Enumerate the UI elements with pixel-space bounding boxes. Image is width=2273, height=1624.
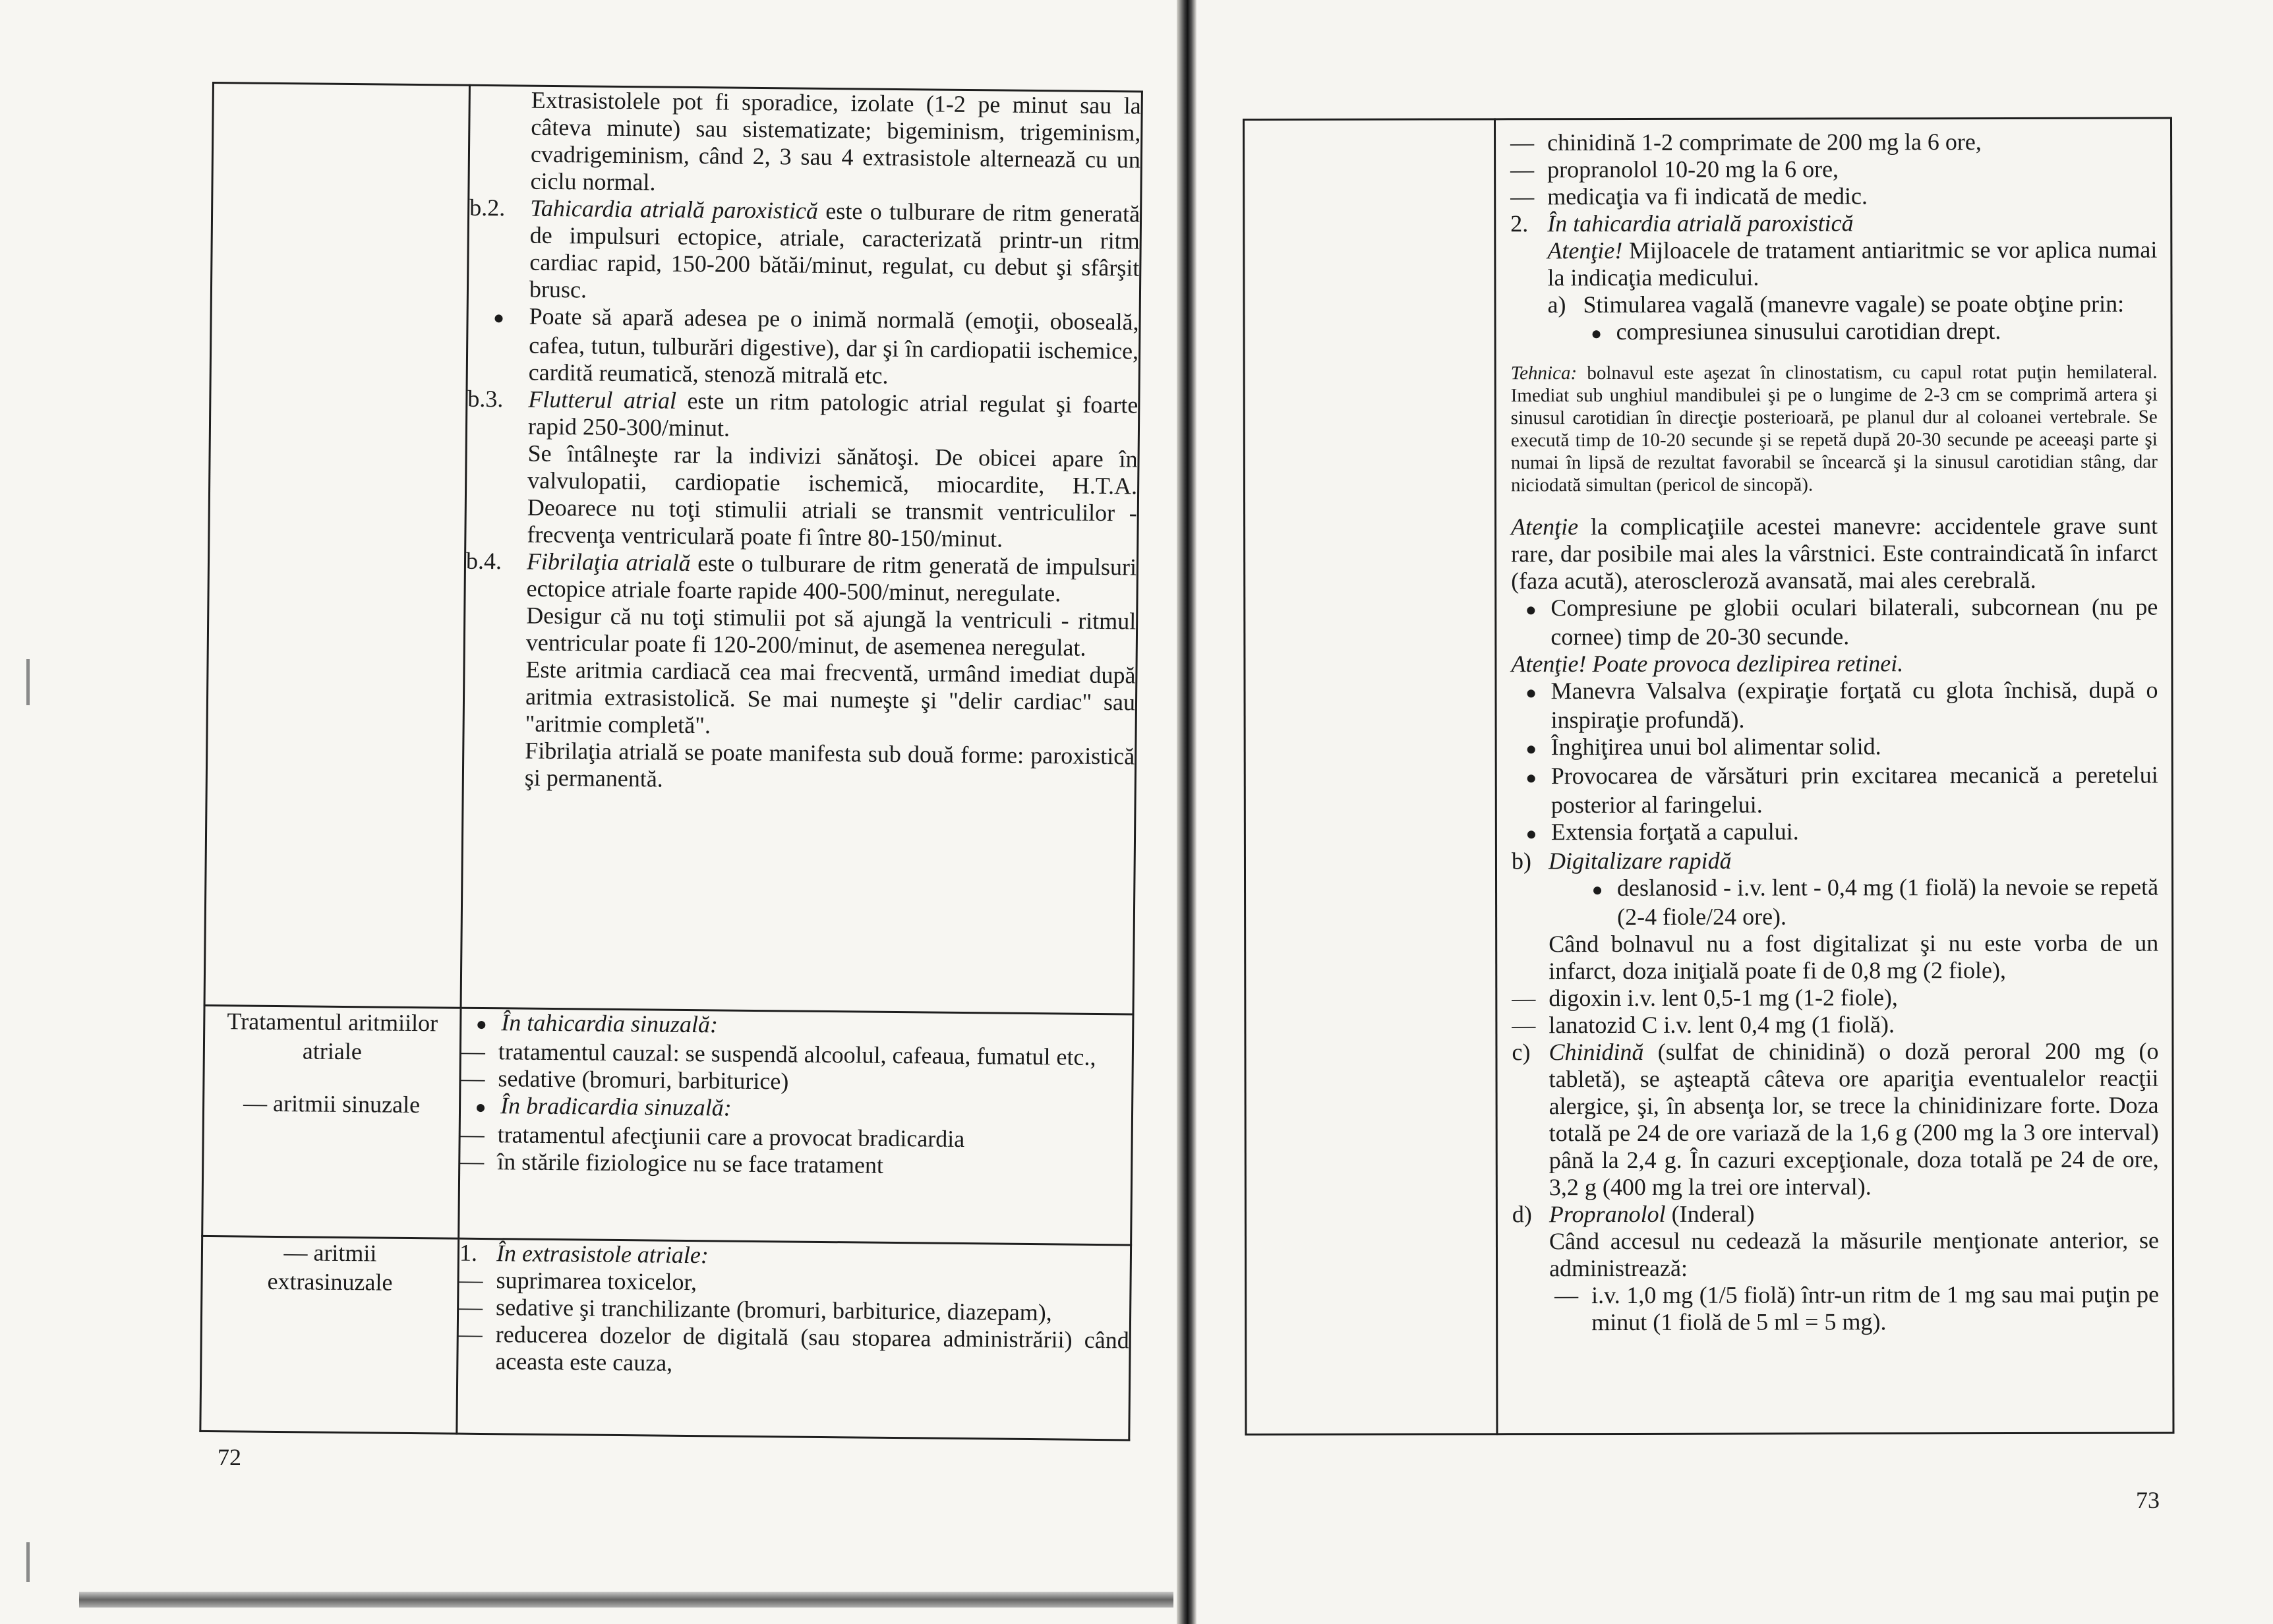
bullet-icon	[1577, 318, 1616, 347]
scan-shadow	[79, 1592, 1173, 1608]
dash-marker: —	[1554, 1282, 1579, 1309]
paragraph	[469, 86, 1141, 201]
table-row	[1244, 118, 2173, 1434]
list-item	[1512, 1038, 2158, 1202]
row-label-sinus: — aritmii sinuzale	[243, 1089, 421, 1118]
table-row	[200, 1236, 1131, 1440]
right-table	[1243, 117, 2174, 1436]
bullet-icon	[1578, 875, 1617, 904]
item-text: Extensia forţată a capului.	[1550, 818, 1799, 846]
paragraph-label	[465, 677, 525, 678]
paragraph-label	[464, 758, 525, 759]
list-item	[1510, 183, 2157, 211]
list-item	[1510, 156, 2157, 184]
term: Atenţie!	[1547, 237, 1623, 264]
dash-marker: —	[1510, 183, 1535, 210]
term: În tahicardia atrială paroxistică	[1547, 210, 1854, 237]
paragraph	[1512, 930, 2158, 985]
paragraph	[1510, 237, 2157, 292]
dash-marker: —	[460, 1147, 485, 1175]
item-text: în stările fiziologice nu se face tratament	[497, 1148, 884, 1178]
book-spine	[1177, 0, 1196, 1624]
empty-label-cell	[1244, 119, 1497, 1435]
list-item	[1512, 733, 2158, 763]
term: Flutterul atrial	[528, 386, 677, 414]
item-text: propranolol 10-20 mg la 6 ore,	[1547, 156, 1839, 183]
paragraph-text: Desigur că nu toţi stimulii pot să ajungă la ventriculi - ritmul ventricular poate fi 120-200/minut, de asemenea neregulat.	[525, 602, 1136, 661]
list-item	[458, 1321, 1129, 1381]
row-label-treatment: Tratamentul aritmiilor atriale	[227, 1008, 438, 1065]
item-text: Provocarea de vărsături prin excitarea mecanică a peretelui posterior al faringelui.	[1550, 761, 2158, 819]
technique-note	[1511, 361, 2158, 497]
term: În bradicardia sinuzală:	[500, 1092, 732, 1121]
item-text: (sulfat de chinidină) o doză peroral 200 mg (o tabletă), se aşteaptă câteva ore apariţia eventualelor reacţii alergice, şi, în absenţa lor, se trece la chinidinizare forte. Doza totală pe 24 de ore variază de la 1,6 g (200 mg la 3 ore interval) până la 2,4 g. În cazuri excepţionale, doza totală pe 24 de ore, 3,2 g (400 mg la trei ore interval).	[1549, 1037, 2159, 1201]
item-text: la complicaţiile acestei manevre: accidentele grave sunt rare, dar posibile mai ales la vârstnici. Este contraindicată în infarct (faza acută), ateroscleroză avansată, mai ales cerebrală.	[1511, 512, 2158, 594]
list-item	[1512, 1281, 2159, 1337]
item-number: d)	[1512, 1201, 1532, 1228]
left-table	[199, 82, 1143, 1441]
dash-marker: —	[1512, 985, 1536, 1012]
term: Tahicardia atrială paroxistică	[529, 194, 819, 224]
scan-edge-mark	[26, 1542, 30, 1582]
paragraph	[469, 194, 1140, 309]
bullet-icon	[468, 303, 529, 332]
dash-marker: —	[461, 1064, 485, 1092]
scan-edge-mark	[26, 659, 30, 705]
page-number-right: 73	[2136, 1487, 2160, 1513]
item-number: a)	[1547, 291, 1566, 318]
item-text: sedative (bromuri, barbiturice)	[498, 1065, 789, 1095]
list-item	[1511, 594, 2158, 651]
paragraph	[466, 440, 1138, 554]
dash-marker: —	[459, 1266, 483, 1294]
term: Chinidină	[1549, 1038, 1644, 1066]
dash-marker: —	[1510, 156, 1535, 183]
paragraph	[464, 737, 1135, 798]
paragraph	[465, 602, 1136, 662]
term: Digitalizare rapidă	[1548, 847, 1732, 875]
item-text: Înghiţirea unui bol alimentar solid.	[1550, 733, 1881, 761]
item-text: i.v. 1,0 mg (1/5 fiolă) într-un ritm de 1 mg sau mai puţin pe minut (1 fiolă de 5 ml = 5 mg).	[1591, 1281, 2160, 1336]
treatment-cell	[459, 1008, 1133, 1245]
item-text: compresiunea sinusului carotidian drept.	[1616, 317, 2001, 345]
paragraph	[467, 386, 1138, 446]
list-item	[1511, 318, 2158, 348]
technique-text: bolnavul este aşezat în clinostatism, cu capul rotat puţin hemilateral. Imediat sub unghiul mandibulei şi pe o lungime de 2-3 cm se comprimă artera şi sinusul carotidian în direcţie posterioară, pe planul dur al coloanei vertebrale. Se execută timp de 10-20 secunde şi se repetă după 20-30 secunde pe aceeaşi parte şi numai în lipsă de rezultat favorabil se încearcă şi la sinusul carotidian stâng, dar niciodată simultan (pericol de sincopă).	[1510, 361, 2158, 496]
item-number: 1.	[459, 1239, 478, 1266]
paragraph-text: Extrasistolele pot fi sporadice, izolate (1-2 pe minut sau la câteva minute) sau sistematizate; bigeminism, trigeminism, cvadrigeminism, când 2, 3 sau 4 extrasistole alternează cu un ciclu normal.	[530, 86, 1141, 196]
item-text: sedative şi tranchilizante (bromuri, barbiturice, diazepam),	[495, 1294, 1052, 1326]
term: Propranolol	[1549, 1200, 1666, 1228]
item-text: lanatozid C i.v. lent 0,4 mg (1 fiolă).	[1549, 1011, 1895, 1039]
term: Atenţie! Poate provoca dezlipirea retinei.	[1511, 650, 1904, 678]
paragraph-text: este o tulburare de ritm generată de impulsuri ectopice, atriale, caracterizată printr-un ritm cardiac rapid, 150-200 bătăi/minut, regulat, cu debut şi sfârşit brusc.	[529, 197, 1140, 303]
item-text: tratamentul afecţiunii care a provocat bradicardia	[497, 1121, 965, 1153]
paragraph-text: Este aritmia cardiacă cea mai frecventă, urmând imediat după aritmia extrasistolică. Se mai numeşte şi "delir cardiac" sau "aritmie completă".	[525, 656, 1136, 739]
term: Fibrilaţia atrială	[526, 548, 691, 576]
item-text: reducerea dozelor de digitală (sau stoparea administrării) când aceasta este cauza,	[495, 1321, 1129, 1376]
bullet-icon	[1511, 678, 1550, 707]
item-text: Manevra Valsalva (expiraţie forţată cu glota închisă, după o inspiraţie profundă).	[1550, 676, 2158, 734]
term: Atenţie	[1511, 513, 1579, 540]
item-text: Când accesul nu cedează la măsurile menţionate anterior, se administrează:	[1549, 1227, 2160, 1282]
bullet-icon	[1512, 734, 1551, 763]
technique-label: Tehnica:	[1510, 362, 1578, 384]
list-item	[1512, 1011, 2158, 1039]
empty-label-cell	[204, 83, 469, 1008]
description-cell	[461, 85, 1142, 1014]
paragraph-label	[465, 623, 526, 624]
row-label-cell	[200, 1236, 459, 1434]
item-text: medicaţia va fi indicată de medic.	[1547, 183, 1868, 210]
paragraph-label: b.3.	[467, 385, 504, 413]
item-text: Stimularea vagală (manevre vagale) se poate obţine prin:	[1583, 290, 2125, 318]
item-number: c)	[1512, 1039, 1531, 1066]
item-text: chinidină 1-2 comprimate de 200 mg la 6 ore,	[1547, 129, 1982, 156]
row-label-extrasinus: — aritmii extrasinuzale	[267, 1239, 393, 1296]
item-number: b)	[1511, 848, 1532, 875]
bullet-icon	[461, 1009, 501, 1039]
paragraph-label	[471, 107, 531, 108]
item-text: digoxin i.v. lent 0,5-1 mg (1-2 fiole),	[1549, 984, 1898, 1012]
paragraph	[468, 303, 1139, 392]
treatment-cell	[1495, 118, 2173, 1434]
table-row	[202, 1005, 1133, 1245]
dash-marker: —	[1510, 129, 1535, 156]
bullet-icon	[461, 1092, 500, 1122]
item-text: tratamentul cauzal: se suspendă alcoolul, cafeaua, fumatul etc.,	[498, 1038, 1096, 1070]
list-item	[1512, 847, 2158, 875]
list-item	[1512, 1200, 2159, 1229]
dash-marker: —	[458, 1293, 483, 1321]
list-item	[1512, 818, 2158, 848]
paragraph-text: Se întâlneşte rar la indivizi sănătoşi. De obicei apare în valvulopatii, cardiopatie ischemică, miocardite, H.T.A. Deoarece nu toţi stimulii atriali se transmit ventriculilor - frecvenţa ventriculară poate fi între 80-150/minut.	[527, 440, 1138, 552]
paragraph	[1511, 650, 2158, 678]
list-item	[1510, 210, 2157, 238]
table-row	[204, 83, 1142, 1014]
list-item	[1511, 677, 2158, 734]
item-text: Compresiune pe globii oculari bilaterali, subcornean (nu pe cornee) timp de 20-30 secunde.	[1550, 593, 2158, 651]
list-item	[1512, 874, 2158, 931]
paragraph	[1512, 1227, 2159, 1283]
item-text: suprimarea toxicelor,	[496, 1267, 697, 1296]
bullet-icon	[1511, 594, 1550, 624]
item-text: Mijloacele de tratament antiaritmic se vor aplica numai la indicaţia medicului.	[1547, 236, 2158, 291]
list-item	[1510, 291, 2157, 319]
page-number-left: 72	[218, 1444, 241, 1470]
bullet-icon	[1512, 763, 1551, 792]
paragraph-text: Fibrilaţia atrială se poate manifesta sub două forme: paroxistică şi permanentă.	[524, 737, 1135, 792]
dash-marker: —	[458, 1320, 483, 1348]
dash-marker: —	[460, 1120, 485, 1148]
paragraph-text: Poate să apară adesea pe o inimă normală (emoţii, oboseală, cafea, tutun, tulburări digestive), dar şi în cardiopatii ischemice, cardită reumatică, stenoză mitrală etc.	[528, 303, 1139, 389]
paragraph-label: b.4.	[465, 547, 502, 575]
item-text: (Inderal)	[1665, 1200, 1755, 1227]
paragraph	[464, 656, 1135, 743]
treatment-cell	[457, 1238, 1131, 1440]
list-item	[460, 1148, 1131, 1182]
bullet-icon	[1512, 819, 1551, 848]
paragraph-label: b.2.	[469, 194, 506, 221]
item-text: deslanosid - i.v. lent - 0,4 mg (1 fiolă) la nevoie se repetă (2-4 fiole/24 ore).	[1617, 873, 2159, 931]
paragraph-text: este un ritm patologic atrial regulat şi foarte rapid 250-300/minut.	[527, 387, 1138, 442]
paragraph	[1511, 513, 2158, 595]
paragraph-text: este o tulburare de ritm generată de impulsuri ectopice atriale foarte rapide 400-500/minut, neregulate.	[526, 550, 1137, 607]
list-item	[1510, 129, 2157, 157]
dash-marker: —	[1512, 1012, 1536, 1039]
term: În tahicardia sinuzală:	[501, 1009, 719, 1038]
paragraph	[465, 548, 1136, 608]
row-label-cell	[202, 1005, 461, 1238]
item-text: Când bolnavul nu a fost digitalizat şi nu este vorba de un infarct, doza iniţială poate fi de 0,8 mg (2 fiole),	[1549, 929, 2159, 985]
item-number: 2.	[1510, 210, 1529, 237]
list-item	[1512, 762, 2158, 819]
dash-marker: —	[461, 1037, 486, 1065]
list-item	[1512, 984, 2158, 1012]
term: În extrasistole atriale:	[496, 1240, 709, 1269]
